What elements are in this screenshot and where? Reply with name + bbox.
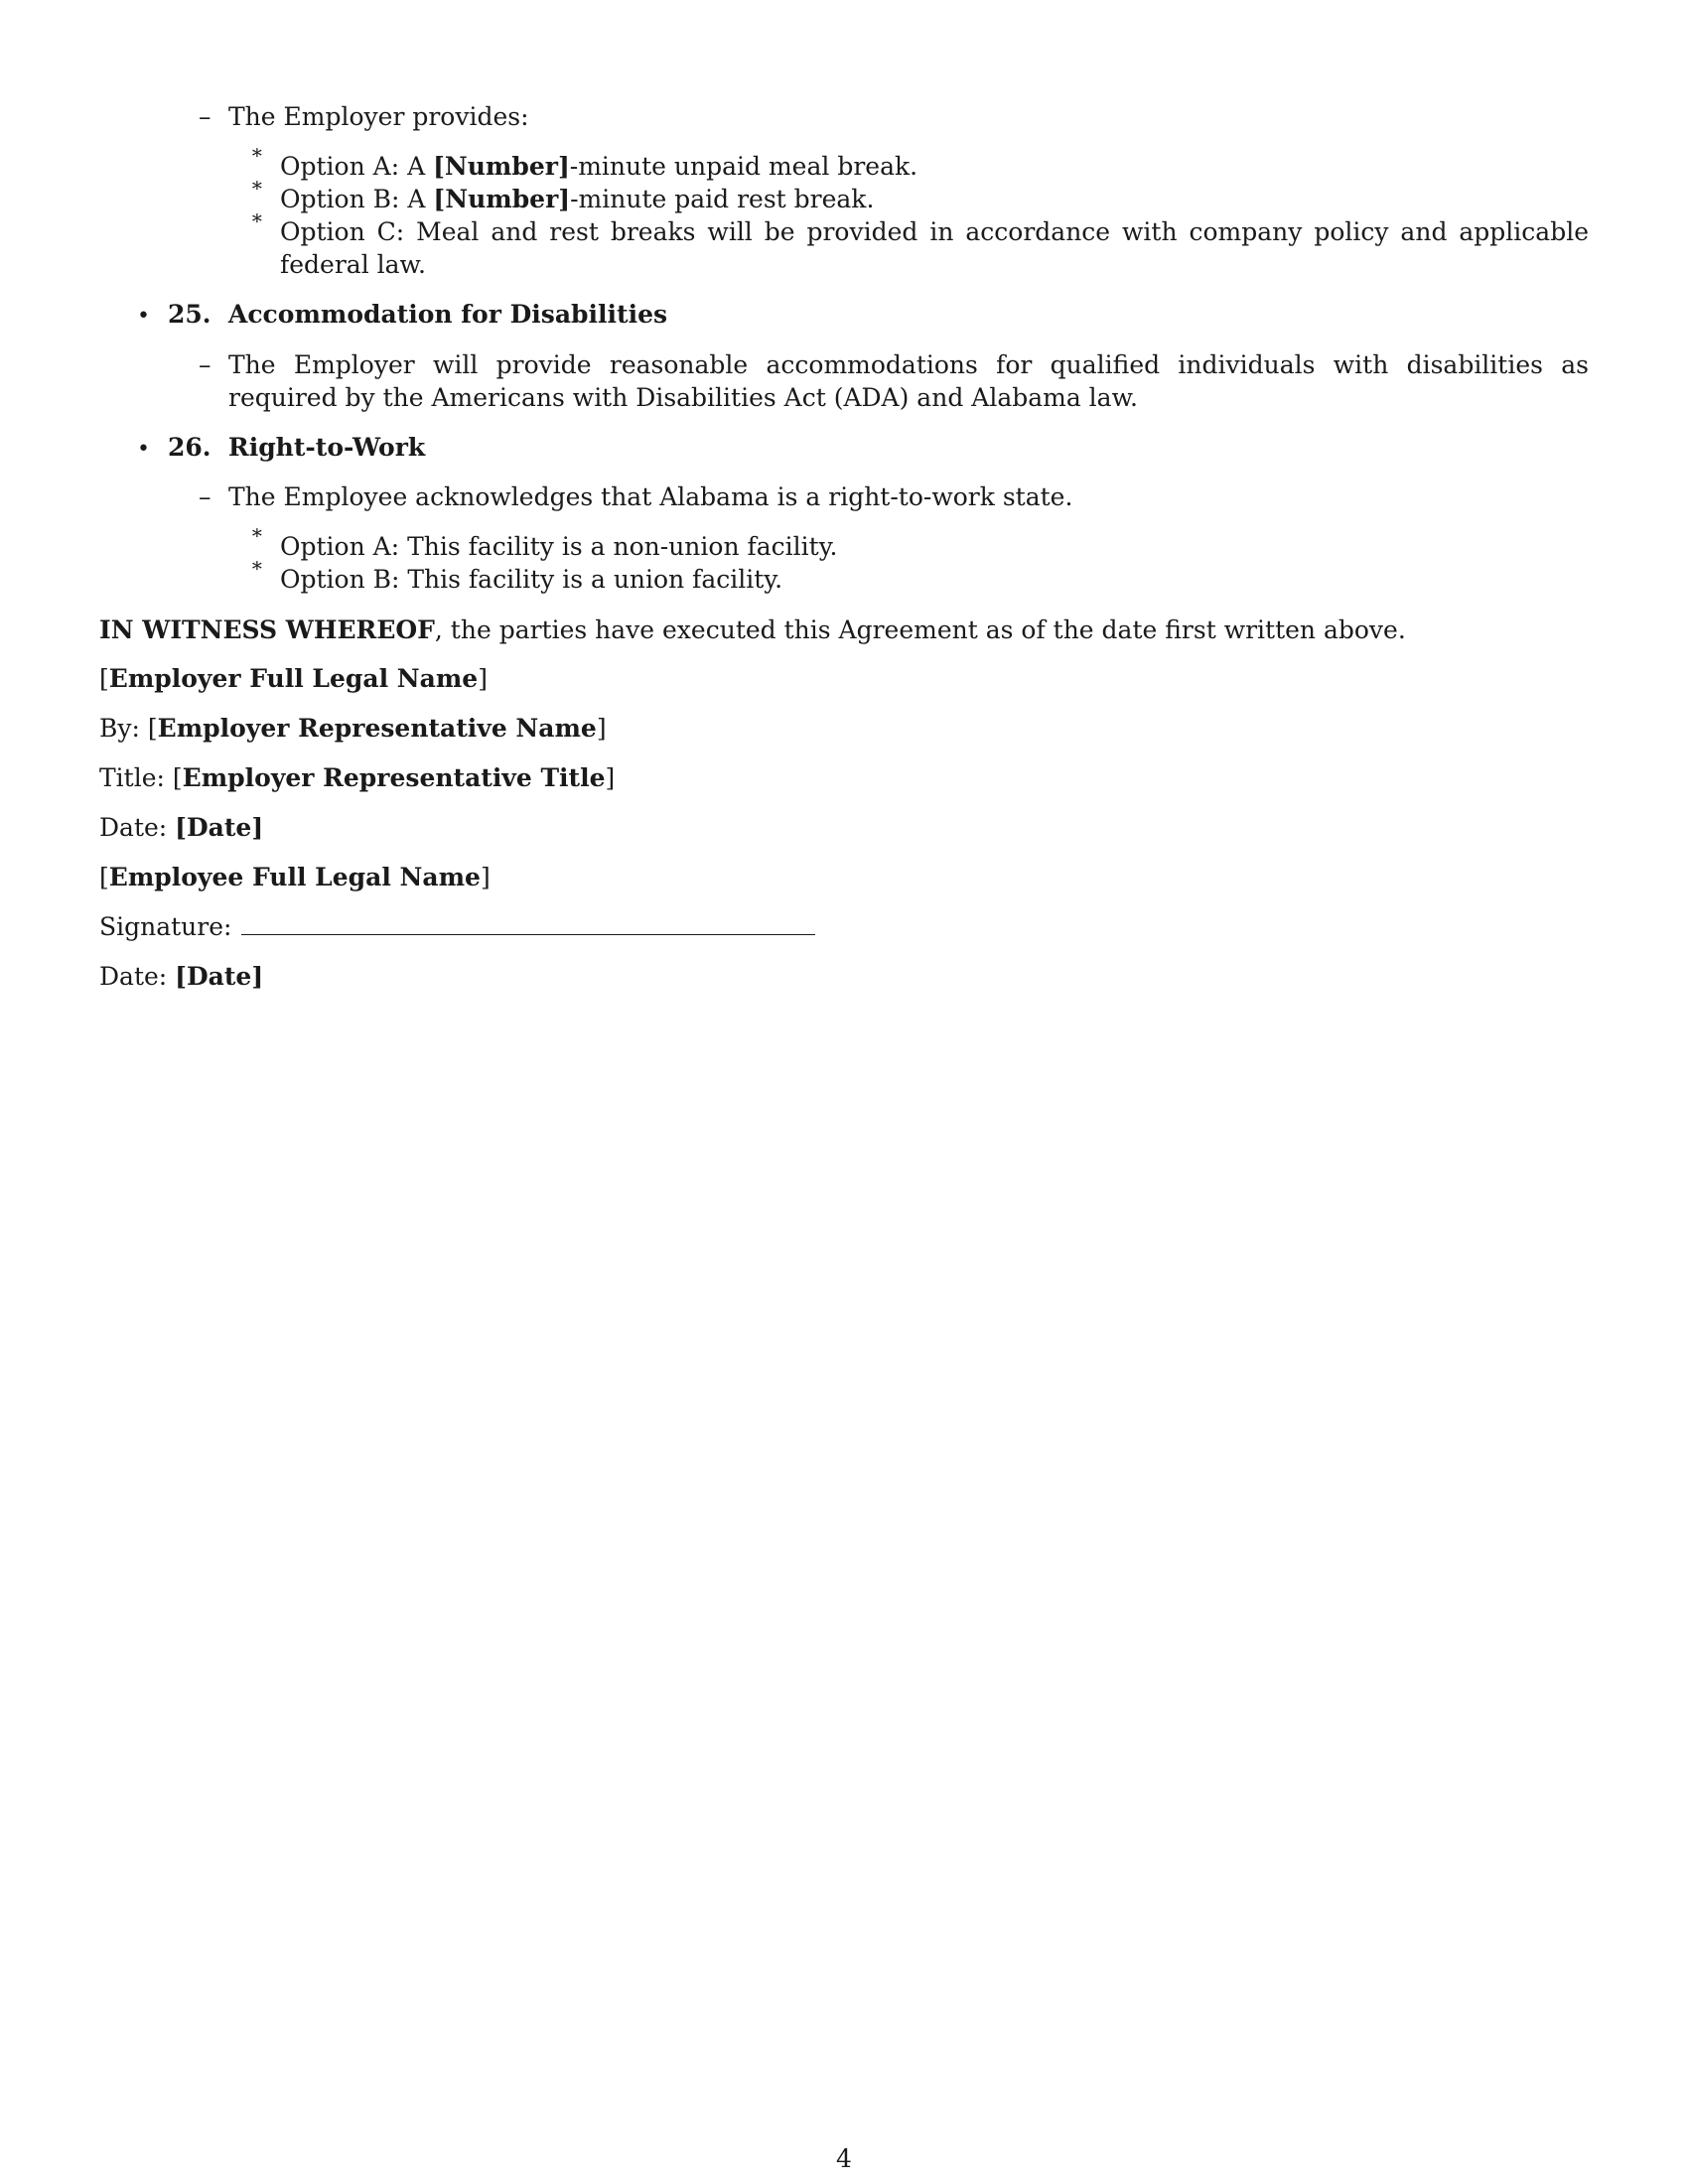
witness-statement: IN WITNESS WHEREOF, the parties have executed this Agreement as of the date first written above. [99,615,1406,644]
employer-date-line: Date: [Date] [99,813,264,842]
signature-blank[interactable] [241,912,815,935]
dash-marker: – [199,482,211,511]
asterisk-marker: ∗ [250,205,264,229]
dash-marker: – [199,350,211,379]
section-26-heading: 26. Right-to-Work [168,433,426,462]
section-26-option-a: Option A: This facility is a non-union facility. [280,532,838,561]
breaks-option-c: Option C: Meal and rest breaks will be provided in accordance with company policy and applicable federal law. [280,217,1589,279]
section-26-text: The Employee acknowledges that Alabama is a right-to-work state. [228,482,1073,511]
dash-marker: – [199,102,211,131]
breaks-option-a: Option A: A [Number]-minute unpaid meal break. [280,152,918,181]
employer-title-line: Title: [Employer Representative Title] [99,763,616,792]
asterisk-marker: ∗ [250,553,264,577]
employee-name-placeholder: [Employee Full Legal Name] [99,863,491,891]
bullet-marker: • [137,437,150,462]
asterisk-marker: ∗ [250,520,264,544]
section-25-heading: 25. Accommodation for Disabilities [168,300,668,329]
employer-by-line: By: [Employer Representative Name] [99,714,607,743]
breaks-intro: The Employer provides: [228,102,529,131]
page-number: 4 [836,2144,852,2173]
section-26-option-b: Option B: This facility is a union facility. [280,565,783,594]
employer-name-placeholder: [Employer Full Legal Name] [99,664,488,693]
bullet-marker: • [137,304,150,329]
breaks-option-b: Option B: A [Number]-minute paid rest break. [280,185,875,213]
section-25-text: The Employer will provide reasonable accommodations for qualified individuals with disabilities as required by the Americans with Disabilities Act (ADA) and Alabama law. [228,350,1589,412]
employee-date-line: Date: [Date] [99,962,264,991]
asterisk-marker: ∗ [250,173,264,197]
employee-signature-line: Signature: [99,910,815,943]
asterisk-marker: ∗ [250,140,264,164]
